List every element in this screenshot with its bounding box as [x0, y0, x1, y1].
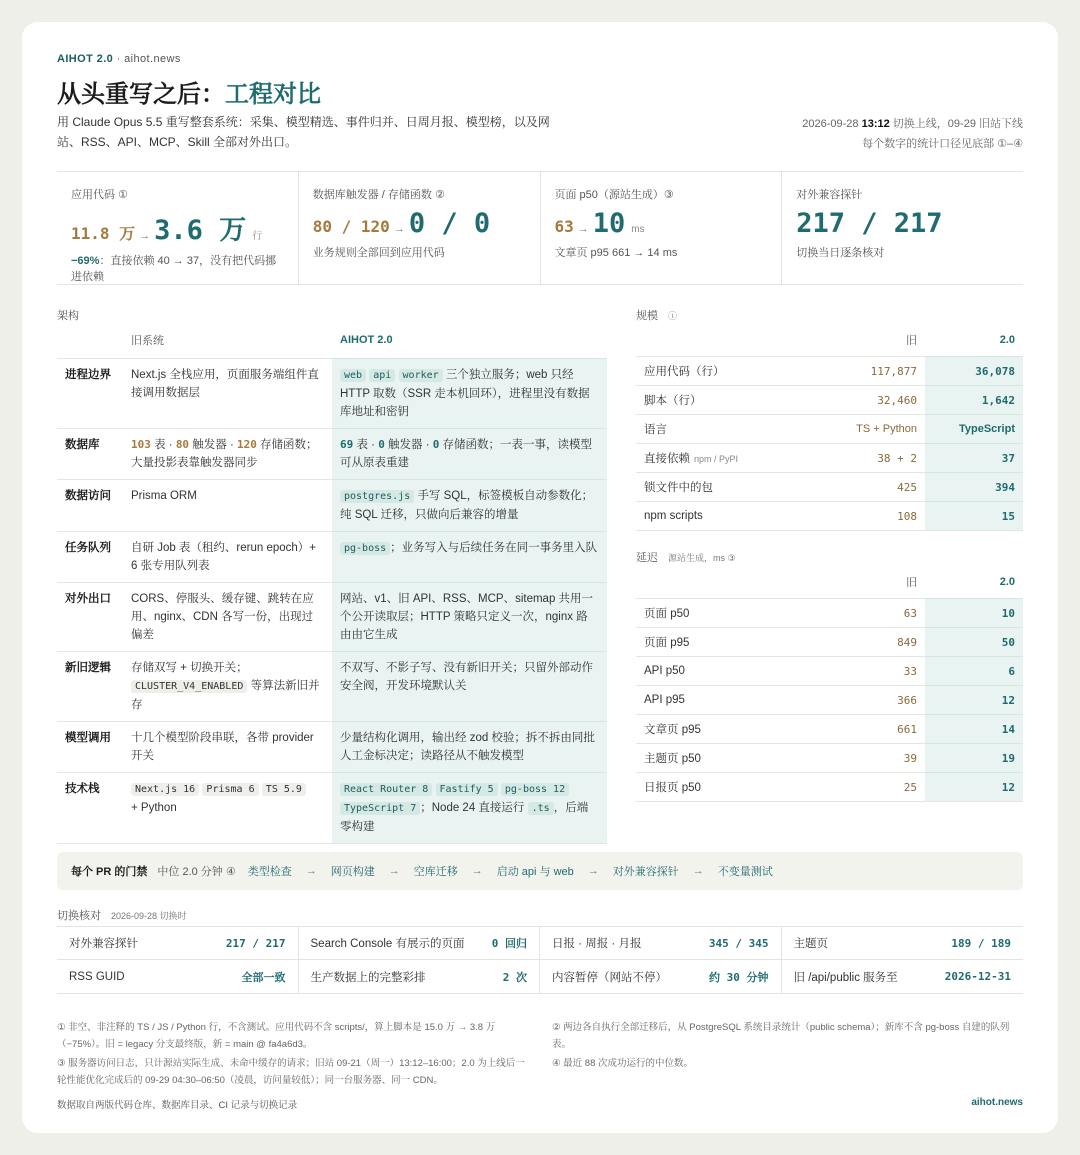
footnote-4: ④ 最近 88 次成功运行的中位数。: [552, 1058, 694, 1069]
count: 0: [378, 438, 385, 451]
old-cell: 自研 Job 表（租约、rerun epoch）+ 6 张专用队列表: [123, 532, 332, 583]
footnote-2: ② 两边各自执行全部迁移后，从 PostgreSQL 系统目录统计（public schema）；新库不含 pg-boss 自建的队列表。: [552, 1022, 1010, 1050]
table-row: [57, 583, 607, 652]
tech-tag: React Router 8: [340, 783, 432, 796]
kpi-note-em: −69%: [71, 255, 100, 267]
switch-date: 2026-09-28: [802, 118, 859, 130]
arrow-icon: →: [587, 865, 599, 877]
table-row: [636, 502, 1023, 531]
checks-grid: [57, 926, 1023, 994]
table-row: [636, 657, 1023, 686]
check-item: [57, 927, 299, 960]
tech-tag: .ts: [528, 802, 554, 815]
old-value: 63: [833, 599, 925, 628]
kpi-note: [71, 253, 284, 285]
scale-title: 规模: [636, 310, 658, 322]
gate-step: 网页构建: [330, 866, 375, 878]
row-label: 页面 p50: [636, 599, 833, 628]
latency-sub: 源站生成，ms ③: [668, 553, 736, 563]
old-value: 425: [833, 473, 925, 502]
table-row: [636, 715, 1023, 744]
kpi-unit: 行: [252, 231, 263, 242]
check-item: [782, 960, 1024, 993]
new-text: ；业务写入与后续任务在同一事务里入队: [390, 542, 598, 554]
kpi-page-p50: [541, 172, 783, 284]
check-item: [57, 960, 299, 993]
checks-title: 切换核对: [57, 910, 101, 922]
footnote-1: ① 非空、非注释的 TS / JS / Python 行，不含测试。应用代码不含 scripts/，算上脚本是 15.0 万 → 3.8 万（−75%）。旧 = legacy 分支最终版，新 = main @ fa4a6d3。: [57, 1022, 496, 1050]
old-value: 849: [833, 628, 925, 657]
count: 69: [340, 438, 354, 451]
row-label: 数据访问: [57, 480, 123, 532]
kpi-old: 63: [554, 217, 574, 236]
count: 80: [175, 438, 190, 451]
row-label: 主题页 p50: [636, 744, 833, 773]
kpi-old: 80 / 120: [312, 217, 390, 236]
check-value: 全部一致: [241, 970, 286, 984]
row-label: 应用代码（行）: [636, 357, 833, 386]
old-cell: Next.js 全栈应用，页面服务端组件直接调用数据层: [123, 359, 332, 429]
check-item: [299, 927, 541, 960]
tech-tag: worker: [399, 369, 443, 382]
row-label: 日报页 p50: [636, 773, 833, 802]
scale-header-new: 2.0: [999, 334, 1015, 346]
old-value: 366: [833, 686, 925, 715]
tech-tag: TypeScript 7: [340, 802, 420, 815]
table-row: [57, 480, 607, 532]
text: 表 ·: [154, 439, 176, 451]
switch-time: 13:12: [861, 118, 890, 130]
kpi-label: 数据库触发器 / 存储函数 ②: [312, 189, 445, 201]
switch-note: 每个数字的统计口径见底部 ①–④: [862, 138, 1023, 150]
arrow-icon: →: [305, 865, 317, 877]
check-label: 生产数据上的完整彩排: [310, 971, 426, 984]
pr-gate-bar: [57, 852, 1023, 890]
row-label: npm scripts: [636, 502, 833, 531]
title-accent: 工程对比: [225, 81, 321, 108]
footer-link[interactable]: aihot.news: [971, 1097, 1023, 1108]
kpi-label: 应用代码 ①: [71, 189, 128, 201]
old-cell: [123, 773, 332, 844]
kpi-app-code: [57, 172, 299, 284]
text: 触发器 ·: [384, 439, 433, 451]
row-label: 新旧逻辑: [57, 652, 123, 722]
text: 等算法新旧并存: [131, 680, 320, 711]
kpi-old: 11.8 万: [71, 224, 136, 243]
scale-section-title: [636, 307, 677, 323]
checks-sub: 2026-09-28 切换时: [111, 911, 187, 921]
old-value: 117,877: [833, 357, 925, 386]
check-value: 2 次: [502, 970, 527, 984]
latency-section-title: [636, 549, 736, 565]
arrow-icon: →: [471, 865, 483, 877]
check-item: [540, 960, 782, 993]
kpi-db-triggers: [299, 172, 541, 284]
tech-tag: postgres.js: [340, 490, 414, 503]
kpi-value: [71, 208, 284, 247]
table-row: [636, 744, 1023, 773]
check-value: 189 / 189: [951, 936, 1011, 950]
new-value: 50: [925, 628, 1023, 657]
check-label: Search Console 有展示的页面: [310, 938, 465, 950]
tech-tag: pg-boss 12: [501, 783, 569, 796]
check-value: 2026-12-31: [944, 970, 1011, 983]
text: 存储函数；一表一事，读模型可从原表重建: [340, 439, 593, 469]
new-value: 6: [925, 657, 1023, 686]
kpi-label: 页面 p50（源站生成）③: [554, 189, 674, 201]
row-label: [636, 444, 833, 473]
kpi-new: 217 / 217: [796, 208, 943, 239]
table-row: [636, 773, 1023, 802]
new-value: TypeScript: [925, 415, 1023, 444]
check-label: 内容暂停（网站不停）: [552, 971, 667, 984]
row-label: 语言: [636, 415, 833, 444]
gate-step: 对外兼容探针: [612, 866, 679, 878]
count: 0: [432, 438, 440, 451]
tech-tag: Prisma 6: [202, 783, 258, 796]
title-lead: 从头重写之后：: [57, 81, 225, 108]
footnote-3: ③ 服务器访问日志，只计源站实际生成、未命中缓存的请求；旧站 09-21（周一）13:12–16:00；2.0 为上线后一轮性能优化完成后的 09-29 04:30–06:50（凌晨，访问量较低）；同一台服务器、同一 CDN。: [57, 1058, 525, 1086]
text: 触发器 ·: [189, 439, 237, 451]
kpi-strip: [57, 171, 1023, 285]
old-cell: 十几个模型阶段串联，各带 provider 开关: [123, 722, 332, 773]
new-value: 394: [925, 473, 1023, 502]
check-value: 0 回归: [491, 937, 527, 950]
kpi-new: 10: [592, 208, 626, 239]
new-value: 12: [925, 773, 1023, 802]
row-label: 页面 p95: [636, 628, 833, 657]
scale-table: [636, 328, 1023, 531]
old-value: TS + Python: [833, 415, 925, 444]
switch-text: 切换上线，09-29 旧站下线: [892, 118, 1023, 130]
check-label: RSS GUID: [69, 970, 125, 983]
table-row: [57, 773, 607, 844]
old-value: 661: [833, 715, 925, 744]
table-row: [636, 628, 1023, 657]
tech-tag: TS 5.9: [262, 783, 306, 796]
new-cell: 少量结构化调用，输出经 zod 校验；拆不拆由同批人工金标决定；读路径从不触发模型: [332, 722, 607, 773]
new-text: 手写 SQL，标签模板自动参数化；纯 SQL 迁移，只做向后兼容的增量: [340, 490, 594, 521]
arch-header-blank: [57, 328, 123, 359]
check-item: [782, 927, 1024, 960]
new-cell: [332, 480, 607, 532]
old-value: 33: [833, 657, 925, 686]
check-value: 217 / 217: [225, 936, 286, 950]
row-label: 脚本（行）: [636, 386, 833, 415]
check-label: 旧 /api/public 服务至: [793, 971, 898, 984]
new-cell: [332, 532, 607, 583]
old-cell: [123, 429, 332, 480]
old-value: 38 + 2: [833, 444, 925, 473]
kpi-note: 切换当日逐条核对: [796, 247, 885, 259]
new-cell: 不双写、不影子写、没有新旧开关；只留外部动作安全阀，开发环境默认关: [332, 652, 607, 722]
check-item: [540, 927, 782, 960]
gate-step: 启动 api 与 web: [496, 866, 574, 878]
label-sub: npm / PyPI: [694, 454, 739, 464]
new-cell: [332, 429, 607, 480]
intro-text: 用 Claude Opus 5.5 重写整套系统：采集、模型精选、事件归并、日周月报、模型榜，以及网站、RSS、API、MCP、Skill 全部对外出口。: [57, 115, 550, 149]
switch-info: [802, 114, 1023, 154]
table-row: [636, 686, 1023, 715]
row-label: API p95: [636, 686, 833, 715]
new-value: 36,078: [925, 357, 1023, 386]
kpi-arrow: →: [577, 223, 589, 235]
text: + Python: [131, 802, 177, 814]
info-icon: ⓘ: [668, 311, 678, 321]
count: 120: [236, 438, 257, 451]
new-cell: 网站、v1、旧 API、RSS、MCP、sitemap 共用一个公开读取层；HTTP 策略只定义一次，nginx 路由由它生成: [332, 583, 607, 652]
new-value: 15: [925, 502, 1023, 531]
new-value: 14: [925, 715, 1023, 744]
gate-label: 每个 PR 的门禁: [71, 866, 148, 878]
brand-line: AIHOT 2.0 · aihot.news: [57, 53, 181, 65]
kpi-arrow: →: [139, 230, 151, 242]
old-value: 108: [833, 502, 925, 531]
text: 存储函数；大量投影表靠触发器同步: [131, 439, 318, 469]
site-name: aihot.news: [124, 53, 181, 65]
table-row: [57, 652, 607, 722]
check-label: 主题页: [793, 938, 828, 950]
kpi-note-text: ：直接依赖 40 → 37，没有把代码挪进依赖: [71, 255, 277, 283]
old-value: 39: [833, 744, 925, 773]
new-value: 19: [925, 744, 1023, 773]
row-label: 技术栈: [57, 773, 123, 844]
new-value: 12: [925, 686, 1023, 715]
new-value: 1,642: [925, 386, 1023, 415]
arch-section-title: 架构: [57, 310, 79, 322]
tech-tag: pg-boss: [340, 542, 390, 555]
tech-tag: CLUSTER_V4_ENABLED: [131, 680, 247, 693]
gate-median: 中位 2.0 分钟 ④: [157, 866, 236, 878]
table-row: [636, 386, 1023, 415]
row-label: 进程边界: [57, 359, 123, 429]
kpi-compat-probes: [782, 172, 1023, 284]
tech-tag: Next.js 16: [131, 783, 199, 796]
page-title: [57, 74, 321, 109]
report-card: [22, 22, 1058, 1133]
old-value: 32,460: [833, 386, 925, 415]
latency-title: 延迟: [636, 552, 658, 564]
table-row: [636, 599, 1023, 628]
tech-tag: web: [340, 369, 366, 382]
old-cell: [123, 652, 332, 722]
row-label: API p50: [636, 657, 833, 686]
table-row: [636, 473, 1023, 502]
row-label: 文章页 p95: [636, 715, 833, 744]
kpi-note: 业务规则全部回到应用代码: [312, 247, 445, 259]
latency-header-new: 2.0: [999, 576, 1015, 588]
kpi-value: [555, 208, 768, 239]
check-label: 对外兼容探针: [69, 938, 138, 950]
gate-step: 不变量测试: [717, 866, 773, 878]
kpi-value: [313, 208, 526, 239]
new-value: 37: [925, 444, 1023, 473]
kpi-label: 对外兼容探针: [796, 189, 863, 201]
row-label: 任务队列: [57, 532, 123, 583]
table-row: [57, 722, 607, 773]
table-row: [636, 357, 1023, 386]
latency-table: [636, 570, 1023, 802]
new-text: 三个独立服务；web 只经 HTTP 取数（SSR 走本机回环），进程里没有数据库地址和密钥: [340, 369, 590, 418]
old-cell: CORS、停服头、缓存键、跳转在应用、nginx、CDN 各写一份，出现过偏差: [123, 583, 332, 652]
table-row: [636, 415, 1023, 444]
text: ，后端零构建: [340, 802, 589, 833]
arrow-icon: →: [692, 865, 704, 877]
table-row: [636, 444, 1023, 473]
new-cell: [332, 359, 607, 429]
table-row: [57, 359, 607, 429]
old-value: 25: [833, 773, 925, 802]
text: ；Node 24 直接运行: [420, 802, 525, 814]
gate-step: 空库迁移: [413, 866, 458, 878]
kpi-arrow: →: [393, 223, 405, 235]
kpi-note: 文章页 p95 661 → 14 ms: [554, 247, 678, 259]
scale-header-old: 旧: [906, 335, 917, 347]
kpi-new: 0 / 0: [408, 208, 491, 239]
latency-header-old: 旧: [906, 577, 917, 589]
gate-step: 类型检查: [247, 866, 292, 878]
footer-source: 数据取自两版代码仓库、数据库目录、CI 记录与切换记录: [57, 1100, 298, 1111]
tech-tag: Fastify 5: [436, 783, 498, 796]
arch-header-new: AIHOT 2.0: [340, 334, 393, 346]
table-row: [57, 429, 607, 480]
row-label: 模型调用: [57, 722, 123, 773]
check-value: 345 / 345: [708, 936, 769, 950]
latency-header-blank: [636, 570, 833, 599]
old-cell: Prisma ORM: [123, 480, 332, 532]
tech-tag: api: [369, 369, 395, 382]
table-row: [57, 532, 607, 583]
check-value: 约 30 分钟: [709, 970, 769, 984]
kpi-unit: ms: [631, 224, 645, 235]
check-item: [299, 960, 541, 993]
kpi-new: 3.6 万: [154, 215, 247, 246]
check-label: 日报 · 周报 · 月报: [552, 938, 642, 950]
text: 存储双写 + 切换开关；: [131, 662, 248, 674]
row-label: 数据库: [57, 429, 123, 480]
arch-header-old: 旧系统: [131, 335, 164, 347]
scale-header-blank: [636, 328, 833, 357]
brand-name: AIHOT 2.0: [57, 53, 114, 65]
kpi-value: [796, 208, 1009, 239]
count: 103: [131, 438, 151, 451]
new-cell: [332, 773, 607, 844]
label-text: 直接依赖: [644, 453, 690, 465]
row-label: 对外出口: [57, 583, 123, 652]
row-label: 锁文件中的包: [636, 473, 833, 502]
arch-table: [57, 328, 607, 844]
checks-section-title: [57, 907, 187, 923]
arrow-icon: →: [388, 865, 400, 877]
new-value: 10: [925, 599, 1023, 628]
text: 表 ·: [356, 439, 379, 451]
